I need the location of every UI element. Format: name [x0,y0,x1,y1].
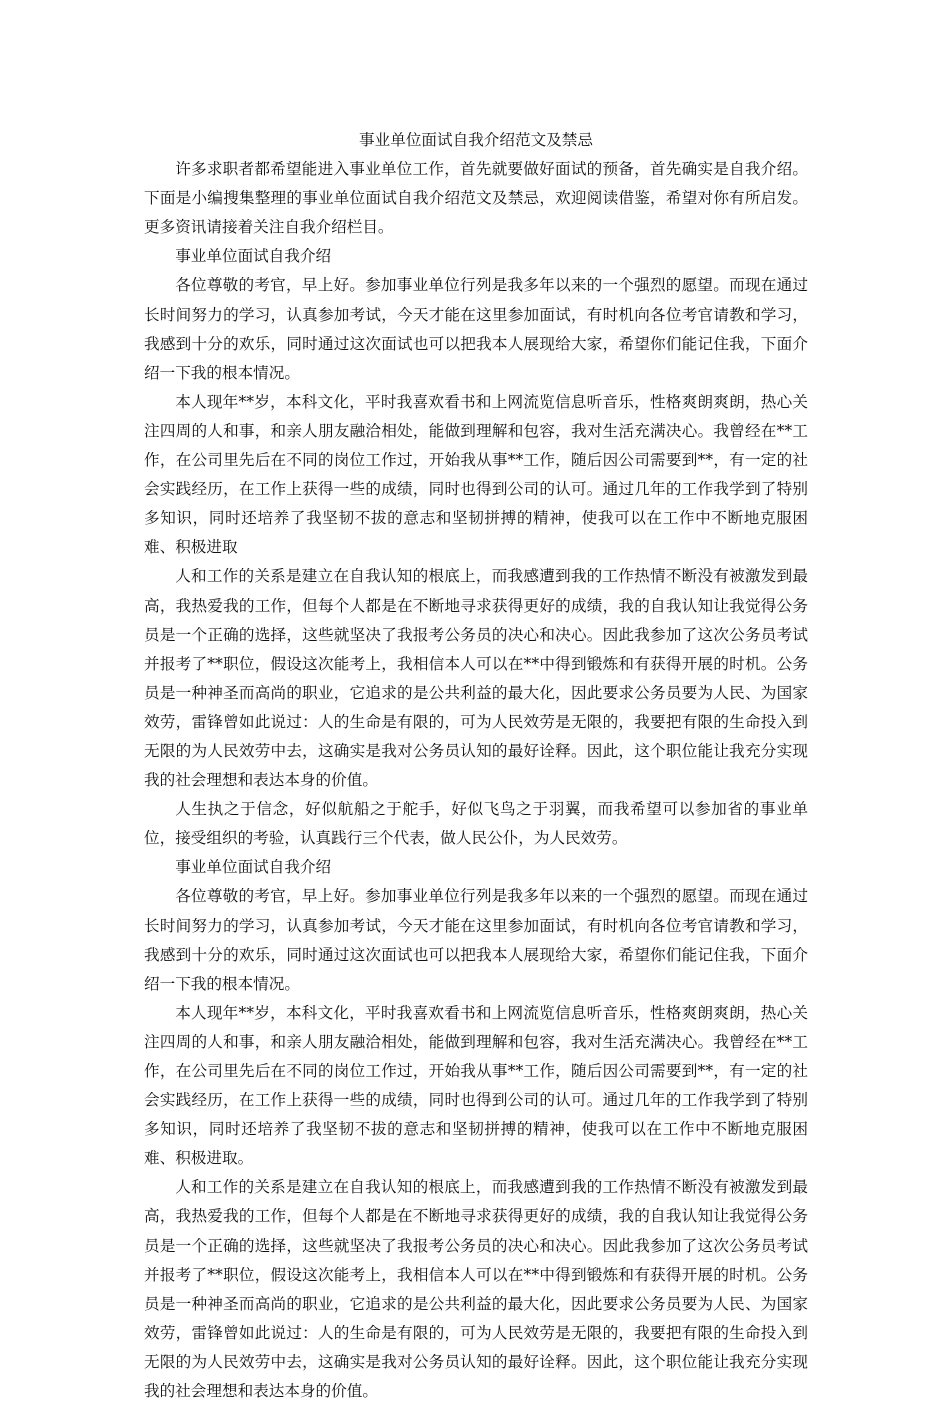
body-paragraph: 本人现年**岁，本科文化，平时我喜欢看书和上网流览信息听音乐，性格爽朗爽朗，热心关注四周的人和事，和亲人朋友融洽相处，能做到理解和包容，我对生活充满决心。我曾经在**工作，在公司里先后在不同的岗位工作过，开始我从事**工作，随后因公司需要到**，有一定的社会实践经历，在工作上获得一些的成绩，同时也得到公司的认可。通过几年的工作我学到了特别多知识，同时还培养了我坚韧不拔的意志和坚韧拼搏的精神，使我可以在工作中不断地克服困难、积极进取。 [144,1003,808,1168]
body-paragraph: 人生执之于信念，好似航船之于舵手，好似飞鸟之于羽翼，而我希望可以参加省的事业单位，接受组织的考验，认真践行三个代表，做人民公仆，为人民效劳。 [144,800,808,848]
body-paragraph: 各位尊敬的考官，早上好。参加事业单位行列是我多年以来的一个强烈的愿望。而现在通过长时间努力的学习，认真参加考试，今天才能在这里参加面试，有时机向各位考官请教和学习，我感到十分的欢乐，同时通过这次面试也可以把我本人展现给大家，希望你们能记住我，下面介绍一下我的根本情况。 [144,276,808,382]
section-heading: 事业单位面试自我介绍 [175,858,332,877]
document-title: 事业单位面试自我介绍范文及禁忌 [359,131,593,149]
body-paragraph: 本人现年**岁，本科文化，平时我喜欢看书和上网流览信息听音乐，性格爽朗爽朗，热心关注四周的人和事，和亲人朋友融洽相处，能做到理解和包容，我对生活充满决心。我曾经在**工作，在公司里先后在不同的岗位工作过，开始我从事**工作，随后因公司需要到**，有一定的社会实践经历，在工作上获得一些的成绩，同时也得到公司的认可。通过几年的工作我学到了特别多知识，同时还培养了我坚韧不拔的意志和坚韧拼搏的精神，使我可以在工作中不断地克服困难、积极进取 [144,392,808,557]
document-page [144,126,808,1406]
body-paragraph: 各位尊敬的考官，早上好。参加事业单位行列是我多年以来的一个强烈的愿望。而现在通过长时间努力的学习，认真参加考试，今天才能在这里参加面试，有时机向各位考官请教和学习，我感到十分的欢乐，同时通过这次面试也可以把我本人展现给大家，希望你们能记住我，下面介绍一下我的根本情况。 [144,887,808,993]
section-heading: 事业单位面试自我介绍 [175,247,332,266]
body-paragraph: 人和工作的关系是建立在自我认知的根底上，而我感遭到我的工作热情不断没有被激发到最高，我热爱我的工作，但每个人都是在不断地寻求获得更好的成绩，我的自我认知让我觉得公务员是一个正确的选择，这些就坚决了我报考公务员的决心和决心。因此我参加了这次公务员考试并报考了**职位，假设这次能考上，我相信本人可以在**中得到锻炼和有获得开展的时机。公务员是一种神圣而高尚的职业，它追求的是公共利益的最大化，因此要求公务员要为人民、为国家效劳，雷锋曾如此说过：人的生命是有限的，可为人民效劳是无限的，我要把有限的生命投入到无限的为人民效劳中去，这确实是我对公务员认知的最好诠释。因此，这个职位能让我充分实现我的社会理想和表达本身的价值。 [144,567,808,790]
body-paragraph: 人和工作的关系是建立在自我认知的根底上，而我感遭到我的工作热情不断没有被激发到最高，我热爱我的工作，但每个人都是在不断地寻求获得更好的成绩，我的自我认知让我觉得公务员是一个正确的选择，这些就坚决了我报考公务员的决心和决心。因此我参加了这次公务员考试并报考了**职位，假设这次能考上，我相信本人可以在**中得到锻炼和有获得开展的时机。公务员是一种神圣而高尚的职业，它追求的是公共利益的最大化，因此要求公务员要为人民、为国家效劳，雷锋曾如此说过：人的生命是有限的，可为人民效劳是无限的，我要把有限的生命投入到无限的为人民效劳中去，这确实是我对公务员认知的最好诠释。因此，这个职位能让我充分实现我的社会理想和表达本身的价值。 [144,1178,808,1401]
intro-paragraph: 许多求职者都希望能进入事业单位工作，首先就要做好面试的预备，首先确实是自我介绍。下面是小编搜集整理的事业单位面试自我介绍范文及禁忌，欢迎阅读借鉴，希望对你有所启发。更多资讯请接着关注自我介绍栏目。 [144,160,808,237]
